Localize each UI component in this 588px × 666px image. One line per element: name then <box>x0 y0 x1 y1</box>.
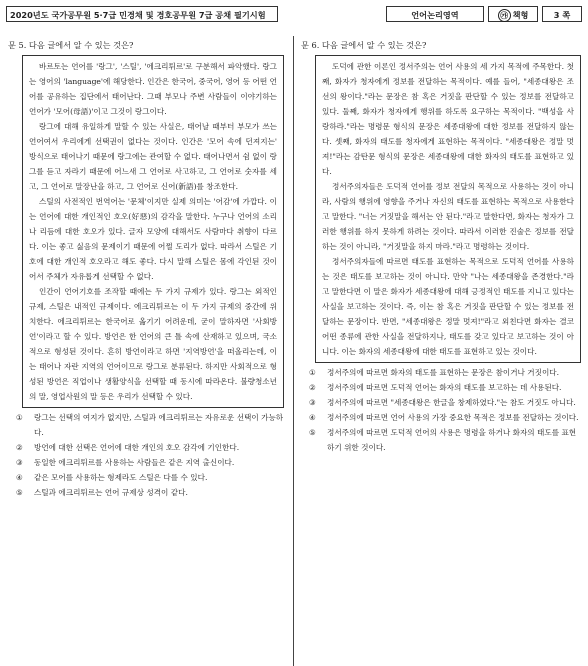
passage-paragraph: 랑그에 대해 유일하게 말할 수 있는 사실은, 태어날 때부터 부모가 쓰는 언어여서 우리에게 선택권이 없다는 것이다. 인간은 '모어 속에 던져지는' 방식으로 태어나기 때문에 랑그에는 관여할 수 없다. 태어나면서 쉼 없이 랑그를 듣고 자라기 때문에 어느새 그 언어로 사고하고, 그 언어로 숫자를 세고, 그 언어로 말장난을 하고, 그 언어로 신어(新語)를 창조한다. <box>29 122 277 191</box>
page-number: 3 쪽 <box>542 6 582 22</box>
choice-option[interactable] <box>301 395 581 410</box>
choice-number: ① <box>309 368 316 377</box>
choice-number: ③ <box>309 398 316 407</box>
booklet-type-mark: ㉮ <box>498 9 511 22</box>
choice-option[interactable] <box>301 380 581 395</box>
choice-number: ③ <box>16 458 23 467</box>
question-6 <box>301 40 581 455</box>
question-6-title: 문 6. 다음 글에서 알 수 있는 것은? <box>301 40 427 50</box>
choice-text: 랑그는 선택의 여지가 없지만, 스틸과 에크리튀르는 자유로운 선택이 가능하다. <box>34 413 284 437</box>
passage-paragraph: 정서주의자들에 따르면 태도를 표현하는 목적으로 도덕적 언어를 사용하는 것은 태도를 보고하는 것이 아니다. 만약 "나는 세종대왕을 존경한다."라고 말한다면 이 말은 화자가 세종대왕에 대해 긍정적인 태도를 지니고 있다는 사실을 보고하는 것이다. 즉, 이는 참 혹은 거짓을 판단할 수 있는 정보를 전달하는 문장이다. 반면, "세종대왕은 정말 멋져!"라고 외친다면 화자는 결코 어떤 종류에 관한 사실을 전달하지나, 태도를 갖고 있다고 보고하는 것이 아니다. 이는 화자의 세종대왕에 대한 태도를 표현하고 있는 것이다. <box>322 257 574 356</box>
choice-option[interactable] <box>301 410 581 425</box>
choice-text: 같은 모어를 사용하는 형제라도 스틸은 다를 수 있다. <box>34 473 208 482</box>
choice-text: 동일한 에크리튀르를 사용하는 사람들은 같은 지역 출신이다. <box>34 458 235 467</box>
choice-text: 정서주의에 따르면 도덕적 언어는 화자의 태도를 보고하는 데 사용된다. <box>327 383 562 392</box>
choice-number: ④ <box>309 413 316 422</box>
choice-number: ⑤ <box>16 488 23 497</box>
question-5-choices <box>8 410 284 500</box>
passage-paragraph: 바르토는 언어를 '랑그', '스틸', '에크리튀르'로 구분해서 파악했다. 랑그는 영어의 'language'에 해당한다. 인간은 한국어, 중국어, 영어 등 어떤 언어를 공유하는 집단에서 태어난다. 그때 부모나 주변 사람들이 이야기하는 언어가 '모어(母語)'이고 그것이 랑그이다. <box>29 62 277 116</box>
passage-paragraph: 정서주의자들은 도덕적 언어를 정보 전달의 목적으로 사용하는 것이 아니라, 사람의 행위에 영향을 주거나 자신의 태도를 표현하는 목적으로 사용한다고 말한다. "너는 거짓말을 해서는 안 된다."라고 말한다면, 화자는 청자가 그러한 행위를 하지 못하게 하려는 것이다. 따라서 이러한 진술은 정보를 전달하는 것이 아니라, "거짓말을 하지 마라."라고 명령하는 것이다. <box>322 182 574 251</box>
passage-paragraph: 도덕에 관한 이론인 정서주의는 언어 사용의 세 가지 목적에 주목한다. 첫째, 화자가 청자에게 정보를 전달하는 목적이다. 예를 들어, "세종대왕은 조선의 왕이다."라는 문장은 참 혹은 거짓을 판단할 수 있는 정보를 전달하고 있다. 둘째, 화자가 청자에게 행위를 하도록 요구하는 목적이다. "백성을 사랑하라."라는 명령문 형식의 문장은 세종대왕에 대한 정보를 전달하지 않는다. 셋째, 화자의 태도를 청자에게 표현하는 목적이다. "세종대왕은 정말 멋져!"라는 감탄문 형식의 문장은 세종대왕에 대한 화자의 태도를 표현하고 있다. <box>322 62 574 176</box>
question-5-title: 문 5. 다음 글에서 알 수 있는 것은? <box>8 40 134 50</box>
choice-option[interactable] <box>8 410 284 440</box>
column-divider <box>293 36 294 666</box>
choice-option[interactable] <box>301 425 581 455</box>
choice-text: 방언에 대한 선택은 언어에 대한 개인의 호오 감각에 기인한다. <box>34 443 240 452</box>
choice-option[interactable] <box>8 440 284 455</box>
choice-option[interactable] <box>8 455 284 470</box>
choice-number: ⑤ <box>309 428 316 437</box>
subject-label: 언어논리영역 <box>386 6 484 22</box>
choice-number: ② <box>309 383 316 392</box>
choice-number: ② <box>16 443 23 452</box>
exam-header <box>6 6 582 24</box>
exam-title: 2020년도 국가공무원 5·7급 민경채 및 경호공무원 7급 공채 필기시험 <box>6 6 278 22</box>
choice-text: 정서주의에 따르면 언어 사용의 가장 중요한 목적은 정보를 전달하는 것이다. <box>327 413 579 422</box>
choice-number: ① <box>16 413 23 422</box>
choice-option[interactable] <box>301 365 581 380</box>
passage-paragraph: 인간이 언어기호를 조작할 때에는 두 가지 규제가 있다. 랑그는 외적인 규제, 스틸은 내적인 규제이다. 에크리튀르는 이 두 가지 규제의 중간에 위치한다. 에크리튀르는 한국어로 옮기기 어려운데, 굳이 말하자면 '사회방언'이라고 할 수 있다. 방언은 한 언어의 큰 틀 속에 산재하고 있으며, 국소적으로 형성된 것이다. 흔히 방언이라고 하면 '지역방언'을 떠올리는데, 이는 태어나 자란 지역의 언어이므로 랑그로 분류된다. 하지만 사회적으로 형성된 방언은 직업이나 생활양식을 선택할 때 동시에 따라온다. 불량청소년의 말, 영업사원의 말 등은 우리가 선택할 수 있다. <box>29 287 277 401</box>
question-5 <box>8 40 284 500</box>
choice-option[interactable] <box>8 470 284 485</box>
passage-paragraph: 스틸의 사전적인 번역어는 '문체'이지만 실제 의미는 '어감'에 가깝다. 이는 언어에 대한 개인적인 호오(好惡)의 감각을 말한다. 누구나 언어의 소리나 리듬에 대한 호오가 있다. 글자 모양에 대해서도 사람마다 취향이 다르다. 이는 좋고 싫음의 문제이기 때문에 어쩔 도리가 없다. 따라서 스틸은 기호에 대한 개인적 호오라고 해도 좋다. 다시 말해 스틸은 몸에 각인된 것이어서 주체가 자유롭게 선택할 수 없다. <box>29 197 277 281</box>
booklet-type <box>488 6 538 22</box>
choice-text: 정서주의에 따르면 화자의 태도를 표현하는 문장은 참이거나 거짓이다. <box>327 368 560 377</box>
choice-option[interactable] <box>8 485 284 500</box>
question-5-passage <box>22 55 284 408</box>
choice-number: ④ <box>16 473 23 482</box>
choice-text: 스틸과 에크리튀르는 언어 규제상 성격이 같다. <box>34 488 188 497</box>
question-6-passage <box>315 55 581 363</box>
question-6-choices <box>301 365 581 455</box>
choice-text: 정서주의에 따르면 "세종대왕은 한글을 창제하였다."는 참도 거짓도 아니다. <box>327 398 576 407</box>
choice-text: 정서주의에 따르면 도덕적 언어의 사용은 명령을 하거나 화자의 태도를 표현하기 위한 것이다. <box>327 428 577 452</box>
booklet-type-label: 책형 <box>512 10 529 20</box>
